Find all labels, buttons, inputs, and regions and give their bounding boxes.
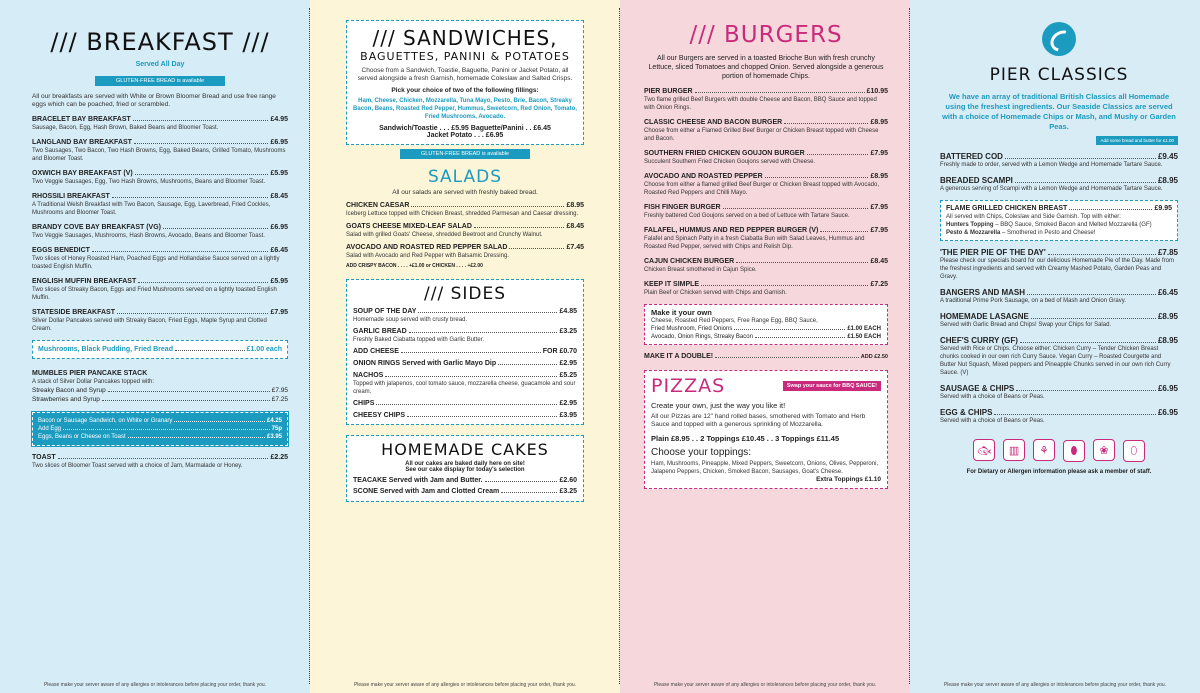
- milk-icon: ▥: [1003, 439, 1025, 461]
- item-price: £7.45: [566, 244, 584, 251]
- item-name: SOUTHERN FRIED CHICKEN GOUJON BURGER: [644, 150, 805, 157]
- item-price: £6.95: [270, 139, 288, 146]
- item-name: CLASSIC CHEESE AND BACON BURGER: [644, 119, 783, 126]
- item-name: CHEESY CHIPS: [353, 412, 405, 419]
- allergy-footer: Please make your server aware of any allergies or intolerances before placing your order, thank you.: [353, 682, 577, 688]
- item-price: FOR £0.70: [542, 348, 577, 355]
- sandwiches-intro: Choose from a Sandwich, Toastie, Baguette, Panini or Jacket Potato, all served alongside a fresh Garnish, homemade Coleslaw and Salted Crisps.: [357, 67, 573, 82]
- item-desc: Salad with Avocado and Red Pepper with Balsamic Dressing.: [346, 253, 509, 259]
- item-price: £4.85: [559, 308, 577, 315]
- sandwiches-fillings: Ham, Cheese, Chicken, Mozzarella, Tuna Mayo, Pesto, Brie, Bacon, Streaky Bacon, Beans, Roasted Red Pepper, Hummus, Sweetcorn, Red Onion, Tomato, Fried Mushrooms, Avocado.: [353, 98, 577, 120]
- item-price: £10.95: [866, 88, 888, 95]
- breakfast-item: [32, 308, 288, 333]
- item-price: £3.95: [559, 412, 577, 419]
- sandwiches-prices-2: Jacket Potato . . . £6.95: [426, 132, 504, 139]
- side-item: [353, 347, 577, 356]
- gluten-free-badge-2: GLUTEN-FREE BREAD is available: [400, 149, 530, 159]
- item-name: BATTERED COD: [940, 152, 1003, 161]
- burger-items: [644, 87, 888, 297]
- item-desc: Freshly made to order, served with a Lemon Wedge and Homemade Tartare Sauce.: [940, 162, 1163, 168]
- item-name: CHEF'S CURRY (GF): [940, 336, 1018, 345]
- item-price: £6.95: [270, 224, 288, 231]
- allergy-footer: Please make your server aware of any allergies or intolerances before placing your order, thank you.: [653, 682, 877, 688]
- breakfast-item: [32, 246, 288, 271]
- toast-price: £2.25: [270, 454, 288, 461]
- item-desc: Served with a choice of Beans or Peas.: [940, 418, 1045, 424]
- addon-item: [38, 433, 282, 441]
- wave-logo-icon: [1042, 22, 1076, 56]
- make-own-line2: Fried Mushroom, Fried Onions: [651, 326, 733, 332]
- item-name: BRANDY COVE BAY BREAKFAST (VG): [32, 224, 162, 231]
- item-name: SOUP OF THE DAY: [353, 308, 417, 315]
- flame-chicken-box: [940, 200, 1178, 241]
- salad-item: [346, 243, 584, 260]
- item-name: Strawberries and Syrup: [32, 396, 100, 403]
- make-double: [644, 352, 888, 362]
- item-price: £7.95: [270, 309, 288, 316]
- item-price: £9.45: [1157, 152, 1178, 161]
- panel-divider: [909, 8, 910, 684]
- item-desc: Served with a choice of Beans or Peas.: [940, 394, 1045, 400]
- item-desc: Choose from either a flamed grilled Beef Burger or Chicken Breast topped with Avocado, Roasted Red Peppers and Chilli Mayo.: [644, 182, 880, 196]
- burger-item: [644, 118, 888, 143]
- item-name: BRACELET BAY BREAKFAST: [32, 116, 131, 123]
- side-item: [353, 307, 577, 324]
- extras-box: [32, 340, 288, 359]
- sandwiches-subtitle: BAGUETTES, PANINI & POTATOES: [360, 50, 570, 63]
- classics-bottom-items: [940, 248, 1178, 425]
- item-price: £2.95: [559, 360, 577, 367]
- item-price: £8.95: [1157, 176, 1178, 185]
- item-desc: Two flame grilled Beef Burgers with double Cheese and Bacon, BBQ Sauce and topped with Onion Rings.: [644, 97, 877, 111]
- burgers-panel: [620, 0, 910, 693]
- item-price: £5.25: [559, 372, 577, 379]
- classic-item: [940, 248, 1178, 281]
- sandwiches-prices-1: Sandwich/Toastie . . . £5.95 Baguette/Panini . . £6.45: [379, 125, 551, 132]
- burger-item: [644, 87, 888, 112]
- item-name: TEACAKE Served with Jam and Butter.: [353, 477, 483, 484]
- item-name: Add Egg: [38, 426, 62, 432]
- flame-name: FLAME GRILLED CHICKEN BREAST: [946, 205, 1068, 212]
- pizzas-intro-1: Create your own, just the way you like it!: [651, 401, 786, 410]
- breakfast-item: [32, 223, 288, 240]
- item-desc: Served with Rice or Chips. Choose either: Chicken Curry – Tender Chicken Breast chunks cooked in our own rich Curry Sauce. Vegan Curry – Roasted Courgette and Butter Nut Squash, Mixed peppers and Pineapple Chunks served in our own rich Curry Sauce. (V): [940, 346, 1171, 376]
- extras-price: £1.00 each: [246, 346, 282, 353]
- double-price: ADD £2.50: [860, 354, 888, 360]
- item-desc: Succulent Southern Fried Chicken Goujons served with Cheese.: [644, 159, 816, 165]
- item-desc: Topped with jalapenos, cool tomato sauce, mozzarella cheese, guacamole and sour cream.: [353, 381, 576, 395]
- extras-name: Mushrooms, Black Pudding, Fried Bread: [38, 346, 173, 353]
- burger-item: [644, 149, 888, 166]
- pizzas-intro-2: All our Pizzas are 12" hand rolled bases, smothered with Tomato and Herb Sauce and topped with a generous sprinkling of Mozzarella.: [651, 413, 866, 428]
- salads-items: [346, 201, 584, 260]
- item-desc: Two Sausages, Two Bacon, Two Hash Browns, Egg, Baked Beans, Grilled Tomato, Mushrooms and Bloomer Toast.: [32, 148, 286, 162]
- item-price: £4.95: [270, 116, 288, 123]
- item-price: £8.95: [870, 119, 888, 126]
- item-name: CHIPS: [353, 400, 375, 407]
- item-price: £2.95: [559, 400, 577, 407]
- item-desc: A generous serving of Scampi with a Lemon Wedge and Homemade Tartare Sauce.: [940, 186, 1163, 192]
- item-desc: Homemade soup served with crusty bread.: [353, 317, 468, 323]
- pancake-name: MUMBLES PIER PANCAKE STACK: [32, 370, 148, 377]
- item-name: 'THE PIER PIE OF THE DAY': [940, 248, 1046, 257]
- pancake-option: [32, 395, 288, 404]
- item-name: GARLIC BREAD: [353, 328, 407, 335]
- item-price: £8.95: [1157, 312, 1178, 321]
- cakes-box: [346, 435, 584, 502]
- item-desc: Falafel and Spinach Patty in a fresh Ciabatta Bun with Salad Leaves, Hummus and Roasted Red Pepper, served with Chips and Relish Dip.: [644, 236, 865, 250]
- breakfast-items: [32, 115, 288, 333]
- burger-item: [644, 257, 888, 274]
- addon-item: [38, 425, 282, 433]
- item-name: ADD CHEESE: [353, 348, 399, 355]
- item-desc: A traditional Prime Pork Sausage, on a bed of Mash and Onion Gravy.: [940, 298, 1126, 304]
- item-price: £6.45: [1157, 288, 1178, 297]
- addon-item: [38, 417, 282, 425]
- item-name: HOMEMADE LASAGNE: [940, 312, 1029, 321]
- panel-divider: [309, 8, 310, 684]
- item-desc: Choose from either a Flamed Grilled Beef Burger or Chicken Breast topped with Cheese and Bacon.: [644, 128, 879, 142]
- item-name: SAUSAGE & CHIPS: [940, 384, 1015, 393]
- item-price: £8.95: [870, 173, 888, 180]
- allergen-icons: [940, 439, 1178, 462]
- sides-title: /// SIDES: [423, 284, 506, 304]
- burger-item: [644, 280, 888, 297]
- toppings-title: Choose your toppings:: [651, 447, 752, 458]
- item-name: CHICKEN CAESAR: [346, 202, 410, 209]
- salads-addon: ADD CRISPY BACON . . . . +£1.00 or CHICKEN . . . . +£2.00: [346, 263, 483, 269]
- classic-item: [940, 336, 1178, 377]
- salads-title: SALADS: [427, 167, 503, 187]
- sandwiches-box: [346, 20, 584, 145]
- classic-item: [940, 384, 1178, 401]
- extra-toppings: Extra Toppings £1.10: [816, 476, 881, 483]
- item-desc: Salad with grilled Goats' Cheese, shredded Beetroot and Crunchy Walnut.: [346, 232, 543, 238]
- burgers-intro: All our Burgers are served in a toasted Brioche Bun with fresh crunchy Lettuce, sliced Tomatoes and chopped Onion. Served alongside a generous portion of homemade Chips.: [648, 55, 884, 80]
- peanut-icon: ⬮: [1063, 440, 1085, 462]
- sides-box: [346, 279, 584, 425]
- item-name: SCONE Served with Jam and Clotted Cream: [353, 488, 500, 495]
- burger-item: [644, 172, 888, 197]
- item-price: £6.95: [1157, 384, 1178, 393]
- item-name: RHOSSILI BREAKFAST: [32, 193, 110, 200]
- toast-desc: Two slices of Bloomer Toast served with a choice of Jam, Marmalade or Honey.: [32, 463, 243, 469]
- classics-panel: [910, 0, 1200, 693]
- item-price: £3.25: [559, 488, 577, 495]
- item-price: £5.95: [270, 278, 288, 285]
- pizzas-prices: Plain £8.95 . . 2 Toppings £10.45 . . 3 Toppings £11.45: [651, 434, 840, 443]
- item-name: AVOCADO AND ROASTED PEPPER: [644, 173, 763, 180]
- item-name: CAJUN CHICKEN BURGER: [644, 258, 735, 265]
- sandwiches-title: /// SANDWICHES,: [372, 26, 558, 50]
- make-own-title: Make it your own: [651, 308, 712, 317]
- breakfast-intro: All our breakfasts are served with White or Brown Bloomer Bread and use free range eggs which can be poached, fried or scrambled.: [32, 93, 276, 108]
- cake-item: [353, 476, 577, 485]
- item-price: £6.45: [270, 247, 288, 254]
- classic-item: [940, 408, 1178, 425]
- item-price: £7.95: [271, 387, 288, 394]
- breakfast-item: [32, 138, 288, 163]
- make-own-box: [644, 304, 888, 345]
- breakfast-item: [32, 115, 288, 132]
- item-name: BREADED SCAMPI: [940, 176, 1013, 185]
- flame-opt1-name: Hunters Topping: [946, 222, 994, 228]
- side-item: [353, 327, 577, 344]
- sandwiches-panel: [310, 0, 620, 693]
- toast-name: TOAST: [32, 454, 56, 461]
- classic-item: [940, 312, 1178, 329]
- item-price: £7.25: [271, 396, 288, 403]
- sandwiches-pick: Pick your choice of two of the following fillings:: [391, 87, 539, 94]
- item-desc: Please check our specials board for our delicious Homemade Pie of the Day. Made from the freshest ingredients and served with Creamy Mashed Potato, Garden Peas and Gravy.: [940, 258, 1175, 280]
- shellfish-icon: ❀: [1093, 439, 1115, 461]
- item-name: EGGS BENEDICT: [32, 247, 90, 254]
- item-desc: Freshly Baked Ciabatta topped with Garlic Butter.: [353, 337, 485, 343]
- bbq-swap-badge: Swap your sauce for BBQ SAUCE!: [783, 381, 881, 391]
- item-price: £7.95: [870, 150, 888, 157]
- item-price: £7.25: [870, 281, 888, 288]
- side-item: [353, 399, 577, 408]
- pancake-item: [32, 369, 288, 404]
- item-name: ENGLISH MUFFIN BREAKFAST: [32, 278, 137, 285]
- toppings-list: Ham, Mushrooms, Pineapple, Mixed Peppers, Sweetcorn, Onions, Olives, Pepperoni, Jalapeno Peppers, Chicken, Smoked Bacon, Sausages, Goat's Cheese.: [651, 461, 879, 475]
- item-name: Eggs, Beans or Cheese on Toast: [38, 434, 126, 440]
- side-item: [353, 411, 577, 420]
- salad-item: [346, 222, 584, 239]
- salad-item: [346, 201, 584, 218]
- flame-price: £9.95: [1154, 205, 1172, 212]
- item-desc: Two Veggie Sausages, Egg, Two Hash Browns, Mushrooms, Beans and Bloomer Toast.: [32, 179, 266, 185]
- item-price: £4.25: [266, 418, 282, 424]
- flame-opt2-desc: – Smothered in Pesto and Cheese!: [1002, 230, 1096, 236]
- double-name: MAKE IT A DOUBLE!: [644, 353, 714, 360]
- item-price: £5.95: [270, 170, 288, 177]
- item-desc: Chicken Breast smothered in Cajun Spice.: [644, 267, 757, 273]
- burger-item: [644, 226, 888, 251]
- make-own-line1: Cheese, Roasted Red Peppers, Free Range Egg, BBQ Sauce,: [651, 318, 818, 324]
- side-item: [353, 359, 577, 368]
- item-name: Bacon or Sausage Sandwich, on White or Granary: [38, 418, 173, 424]
- item-price: £3.25: [559, 328, 577, 335]
- item-price: £7.95: [870, 227, 888, 234]
- egg-icon: ⬯: [1123, 440, 1145, 462]
- item-price: £7.95: [870, 204, 888, 211]
- item-price: £8.45: [566, 223, 584, 230]
- item-price: £3.95: [266, 434, 282, 440]
- item-price: £8.95: [1157, 336, 1178, 345]
- item-name: STATESIDE BREAKFAST: [32, 309, 115, 316]
- toast-item: [32, 453, 288, 470]
- item-desc: Iceberg Lettuce topped with Chicken Breast, shredded Parmesan and Caesar dressing.: [346, 211, 579, 217]
- item-desc: Two slices of Honey Roasted Ham, Poached Eggs and Hollandaise Sauce served on a lightly toasted English Muffin.: [32, 256, 280, 270]
- item-desc: Plain Beef or Chicken served with Chips and Garnish.: [644, 290, 787, 296]
- bread-butter-badge: Add some bread and butter for £1.00: [1096, 136, 1178, 145]
- item-name: AVOCADO AND ROASTED RED PEPPER SALAD: [346, 244, 508, 251]
- item-desc: Two slices of Streaky Bacon, Eggs and Fried Mushrooms served on a lightly toasted English Muffin.: [32, 287, 277, 301]
- pancake-options: [32, 386, 288, 404]
- item-name: ONION RINGS Served with Garlic Mayo Dip: [353, 360, 497, 367]
- item-name: NACHOS: [353, 372, 384, 379]
- salads-intro: All our salads are served with freshly baked bread.: [392, 189, 538, 196]
- item-price: 75p: [271, 426, 282, 432]
- allergen-note: For Dietary or Allergen information please ask a member of staff.: [966, 469, 1152, 475]
- item-name: FALAFEL, HUMMUS AND RED PEPPER BURGER (V): [644, 227, 819, 234]
- burger-item: [644, 203, 888, 220]
- item-desc: Sausage, Bacon, Egg, Hash Brown, Baked Beans and Bloomer Toast.: [32, 125, 219, 131]
- pancake-desc: A stack of Silver Dollar Pancakes topped with:: [32, 379, 155, 385]
- fish-icon: 🐟︎: [973, 439, 995, 461]
- classic-item: [940, 288, 1178, 305]
- pizzas-title: PIZZAS: [651, 375, 726, 397]
- wheat-icon: ⚘: [1033, 439, 1055, 461]
- item-name: Streaky Bacon and Syrup: [32, 387, 106, 394]
- item-name: KEEP IT SIMPLE: [644, 281, 700, 288]
- burgers-title: /// BURGERS: [689, 22, 843, 48]
- classics-top-items: [940, 152, 1178, 193]
- breakfast-item: [32, 277, 288, 302]
- item-name: PIER BURGER: [644, 88, 693, 95]
- panel-divider: [619, 8, 620, 684]
- classic-item: [940, 152, 1178, 169]
- breakfast-item: [32, 192, 288, 217]
- classic-item: [940, 176, 1178, 193]
- cakes-intro-2: See our cake display for today's selection: [405, 467, 525, 473]
- item-price: £8.45: [870, 258, 888, 265]
- cakes-title: HOMEMADE CAKES: [381, 440, 549, 459]
- item-desc: Freshly battered Cod Goujons served on a bed of Lettuce with Tartare Sauce.: [644, 213, 850, 219]
- item-desc: Served with Garlic Bread and Chips! Swap your Chips for Salad.: [940, 322, 1112, 328]
- item-price: £7.85: [1157, 248, 1178, 257]
- item-name: GOATS CHEESE MIXED-LEAF SALAD: [346, 223, 472, 230]
- item-price: £2.60: [559, 477, 577, 484]
- item-desc: Two Veggie Sausages, Mushrooms, Hash Browns, Avocado, Beans and Bloomer Toast.: [32, 233, 265, 239]
- gluten-free-badge: GLUTEN-FREE BREAD is available: [95, 76, 225, 86]
- make-own-price3: £1.50 EACH: [847, 334, 881, 340]
- flame-opt1-desc: – BBQ Sauce, Smoked Bacon and Melted Mozzarella (GF): [995, 222, 1152, 228]
- pizzas-box: [644, 370, 888, 489]
- item-name: OXWICH BAY BREAKFAST (V): [32, 170, 133, 177]
- breakfast-panel: [0, 0, 310, 693]
- flame-opt2-name: Pesto & Mozzarella: [946, 230, 1001, 236]
- item-name: EGG & CHIPS: [940, 408, 993, 417]
- item-name: BANGERS AND MASH: [940, 288, 1026, 297]
- allergy-footer: Please make your server aware of any allergies or intolerances before placing your order, thank you.: [43, 682, 267, 688]
- item-name: LANGLAND BAY BREAKFAST: [32, 139, 132, 146]
- make-own-price2: £1.00 EACH: [847, 326, 881, 332]
- breakfast-item: [32, 169, 288, 186]
- classics-title: PIER CLASSICS: [989, 65, 1129, 85]
- item-price: £8.95: [566, 202, 584, 209]
- item-price: £8.45: [270, 193, 288, 200]
- breakfast-subtitle: Served All Day: [135, 61, 185, 68]
- cake-item: [353, 487, 577, 496]
- breakfast-title: /// BREAKFAST ///: [50, 28, 270, 56]
- cakes-intro-1: All our cakes are baked daily here on site!: [405, 461, 525, 467]
- addons-box: [32, 412, 288, 446]
- flame-desc: All served with Chips, Coleslaw and Side Garnish. Top with either:: [946, 214, 1121, 220]
- classics-intro: We have an array of traditional British Classics all Homemade using the freshest ingredients. Our Seaside Classics are served with a choice of Homemade Chips or Mash, and Mushy or Garden Peas.: [942, 92, 1176, 131]
- side-item: [353, 371, 577, 396]
- allergy-footer: Please make your server aware of any allergies or intolerances before placing your order, thank you.: [943, 682, 1167, 688]
- make-own-line3: Avocado, Onion Rings, Streaky Bacon: [651, 334, 753, 340]
- item-desc: A Traditional Welsh Breakfast with Two Bacon, Sausage, Egg, Laverbread, Fried Cockles, Mushrooms and Bloomer Toast.: [32, 202, 271, 216]
- item-price: £6.95: [1157, 408, 1178, 417]
- pancake-option: [32, 386, 288, 395]
- item-desc: Silver Dollar Pancakes served with Streaky Bacon, Fried Eggs, Maple Syrup and Clotted Cream.: [32, 318, 267, 332]
- item-name: FISH FINGER BURGER: [644, 204, 721, 211]
